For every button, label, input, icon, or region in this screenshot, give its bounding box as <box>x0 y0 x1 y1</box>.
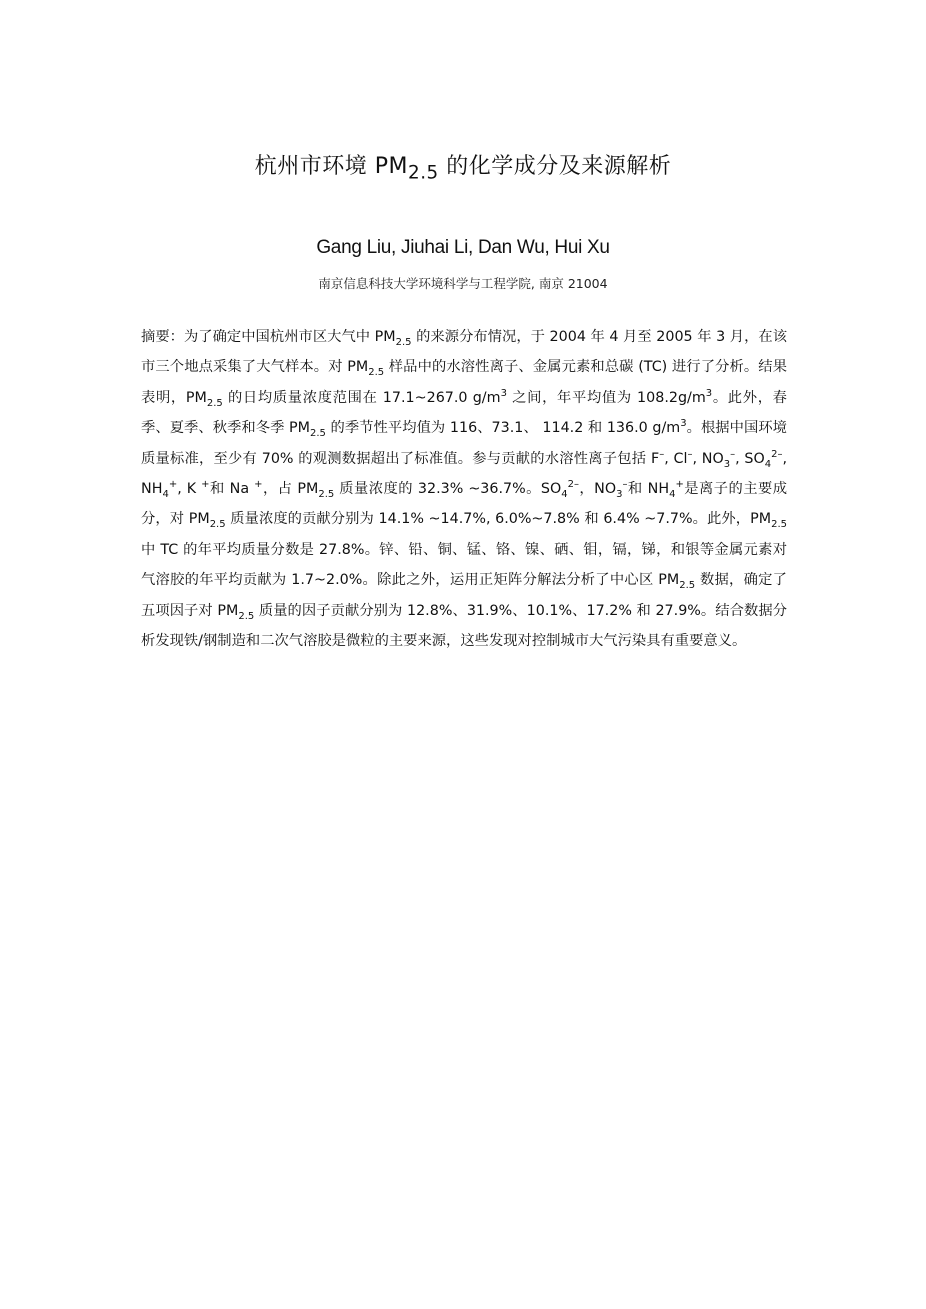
affiliation: 南京信息科技大学环境科学与工程学院, 南京 21004 <box>318 276 608 291</box>
paper-title: 杭州市环境 $PM_{2.5}$ 的化学成分及来源解析 <box>254 154 672 184</box>
author-list: Gang Liu, Jiuhai Li, Dan Wu, Hui Xu <box>316 237 610 258</box>
abstract <box>141 322 787 656</box>
abstract-label: 摘要： <box>141 329 184 345</box>
abstract-body: 为了确定中国杭州市区大气中 $PM_{2.5}$ 的来源分布情况，于 2004 年 4 月至 2005 年 3 月，在该市三个地点采集了大气样本。对 $PM_{2.5}$ 样品中的水溶性离子、金属元素和总碳 (TC) 进行了分析。结果表明，$PM_{2.5}$ 的日均质量浓度范围在 17.1~267.0 $g/m^3$ 之间，年平均值为 $108.2g/m^3$。此外，春季、夏季、秋季和冬季 $PM_{2.5}$ 的季节性平均值为 116、73.1、 114.2 和 136.0 $g/m^3$。根据中国环境质量标准，至少有 70% 的观测数据超出了标准值。参与贡献的水溶性离子包括 F–, Cl–, $NO_3^-$, $SO_4^{2-}$, $NH_4^+$, K +和 Na +，占 $PM_{2.5}$ 质量浓度的 32.3% ~36.7%。$SO_4^{2-}$，$NO_3^-$和 $NH_4^+$是离子的主要成分，对 $PM_{2.5}$ 质量浓度的贡献分别为 14.1% ~14.7%, 6.0%~7.8% 和 6.4% ~7.7%。此外，$PM_{2.5}$ 中 TC 的年平均质量分数是 27.8%。锌、铅、铜、锰、铬、镍、硒、钼，镉，锑，和银等金属元素对气溶胶的年平均贡献为 1.7~2.0%。除此之外，运用正矩阵分解法分析了中心区 $PM_{2.5}$ 数据，确定了五项因子对 $PM_{2.5}$ 质量的因子贡献分别为 12.8%、31.9%、10.1%、17.2% 和 27.9%。结合数据分析发现铁/钢制造和二次气溶胶是微粒的主要来源，这些发现对控制城市大气污染具有重要意义。 <box>141 329 788 650</box>
